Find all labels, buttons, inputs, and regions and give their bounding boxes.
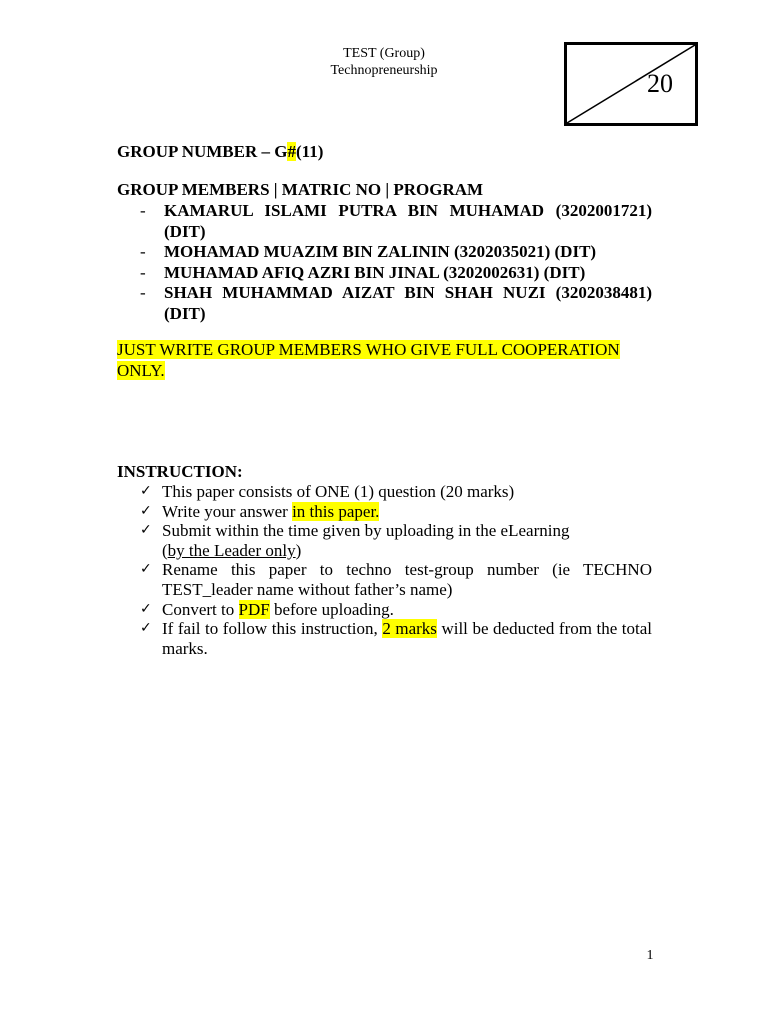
instruction-text: Convert to (162, 599, 239, 619)
paren-close: ) (295, 540, 302, 560)
paren-open: ( (162, 540, 168, 560)
instruction-list (140, 482, 652, 658)
highlight-text: 2 marks (382, 619, 437, 639)
instruction-item (140, 482, 652, 502)
instruction-item (140, 619, 652, 658)
dash-bullet: - (140, 262, 146, 282)
dash-bullet: - (140, 283, 146, 302)
checkmark-icon: ✓ (140, 502, 152, 519)
instruction-text: Submit within the time given by uploading in the eLearning (162, 521, 570, 541)
group-number-hash: # (287, 142, 296, 161)
marks-box-diagonal (567, 45, 695, 123)
instruction-text: If fail to follow this instruction, (162, 619, 383, 639)
member-text: MOHAMAD MUAZIM BIN ZALININ (3202035021) (DIT) (164, 242, 597, 261)
checkmark-icon: ✓ (140, 483, 152, 499)
instruction-text: Rename this paper to techno test-group number (ie TECHNO TEST_leader name without father’s name) (162, 560, 652, 599)
cooperation-note-line1: JUST WRITE GROUP MEMBERS WHO GIVE FULL COOPERATION (117, 340, 620, 359)
members-list (140, 201, 652, 324)
checkmark-icon: ✓ (140, 620, 152, 637)
highlight-text: in this paper. (292, 501, 380, 521)
instruction-item (140, 600, 652, 620)
instruction-text: Write your answer (162, 501, 293, 521)
dash-bullet: - (140, 201, 146, 220)
checkmark-icon: ✓ (140, 522, 152, 539)
member-text: KAMARUL ISLAMI PUTRA BIN MUHAMAD (3202001721) (DIT) (164, 201, 652, 241)
instruction-title: INSTRUCTION: (117, 462, 243, 481)
member-item (140, 263, 652, 284)
header-test-title: TEST (Group) (343, 46, 425, 61)
member-item (140, 283, 652, 324)
instruction-text: before uploading. (269, 599, 394, 619)
cooperation-note (117, 339, 652, 381)
member-item (140, 201, 652, 242)
document-header (284, 45, 484, 79)
total-marks: 20 (647, 69, 673, 98)
group-number (117, 142, 323, 162)
checkmark-icon: ✓ (140, 600, 152, 617)
checkmark-icon: ✓ (140, 561, 152, 578)
group-number-value: (11) (295, 142, 324, 161)
instruction-item (140, 502, 652, 522)
members-header: GROUP MEMBERS | MATRIC NO | PROGRAM (117, 180, 484, 199)
group-number-label: GROUP NUMBER – G (117, 142, 288, 161)
page-number: 1 (646, 948, 654, 963)
cooperation-note-line2: ONLY. (117, 361, 165, 380)
member-text: MUHAMAD AFIQ AZRI BIN JINAL (3202002631) (DIT) (164, 262, 586, 282)
member-item (140, 242, 652, 263)
instruction-text: will be deducted from the total marks. (162, 619, 653, 658)
instruction-item (140, 521, 652, 560)
dash-bullet: - (140, 242, 146, 261)
member-text: SHAH MUHAMMAD AIZAT BIN SHAH NUZI (3202038481) (DIT) (164, 283, 652, 323)
underlined-text: by the Leader only (167, 540, 296, 560)
header-subject: Technopreneurship (330, 63, 438, 78)
highlight-text: PDF (238, 599, 270, 619)
instruction-item (140, 560, 652, 599)
instruction-text: This paper consists of ONE (1) question (20 marks) (162, 482, 515, 501)
marks-box (564, 42, 698, 126)
